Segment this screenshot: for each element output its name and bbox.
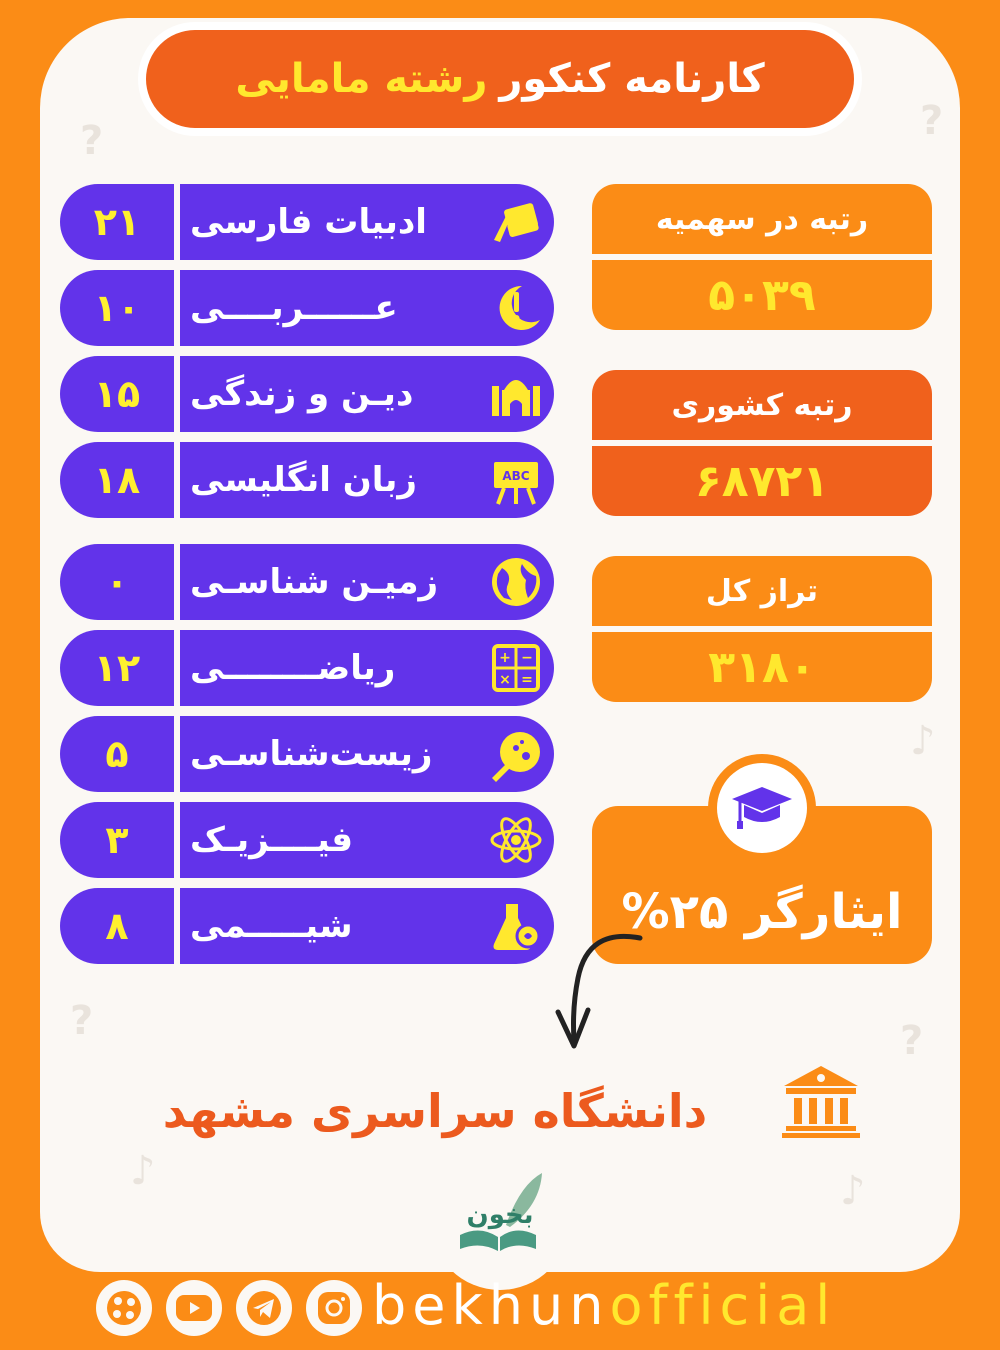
subject-name: عــــــربــــی [190, 288, 398, 328]
university-building-icon [782, 1064, 860, 1138]
doodle-icon: ♪ [130, 1148, 156, 1194]
doodle-icon: ? [70, 998, 94, 1044]
subject-row-physics [60, 802, 554, 878]
subject-row-math [60, 630, 554, 706]
youtube-icon[interactable] [166, 1280, 222, 1336]
subject-name: زبان انگلیسی [190, 460, 417, 500]
doodle-icon: ? [80, 118, 104, 164]
university-name [120, 1076, 750, 1146]
doodle-icon: ♪ [910, 718, 936, 764]
subject-score: ۵ [105, 732, 129, 776]
logo-text: بخون [466, 1200, 534, 1230]
microscope-icon [488, 726, 544, 782]
svg-text:=: = [521, 672, 533, 688]
subject-name: زمیـن شناسـی [190, 562, 439, 602]
brand-white: bekhun [372, 1273, 610, 1337]
row-divider [174, 796, 180, 884]
page-title [146, 30, 854, 128]
subject-row-biology [60, 716, 554, 792]
subject-score: ۳ [105, 818, 129, 862]
rank-label: رتبه در سهمیه [592, 184, 932, 254]
moon-exclamation-icon [488, 280, 544, 336]
subject-row-chemistry [60, 888, 554, 964]
instagram-icon[interactable] [306, 1280, 362, 1336]
rank-value: ۵۰۳۹ [592, 260, 932, 330]
curved-arrow-icon [548, 928, 648, 1058]
subject-row-literature [60, 184, 554, 260]
svg-text:+: + [499, 650, 511, 666]
doodle-icon: ? [920, 98, 944, 144]
row-divider [174, 178, 180, 266]
atom-icon [488, 812, 544, 868]
university-label: دانشگاه سراسری مشهد [162, 1084, 708, 1138]
rank-label: رتبه کشوری [592, 370, 932, 440]
rank-label: تراز کل [592, 556, 932, 626]
subject-row-english [60, 442, 554, 518]
globe-icon [488, 554, 544, 610]
graduation-cap-icon [730, 783, 794, 833]
doodle-icon: ♪ [840, 1168, 866, 1214]
row-divider [174, 264, 180, 352]
subject-row-arabic [60, 270, 554, 346]
subject-score: ۱۵ [93, 372, 141, 416]
subject-name: ریاضــــــــی [190, 648, 396, 688]
row-divider [174, 882, 180, 970]
flask-icon [488, 898, 544, 954]
subject-score: ۸ [105, 904, 129, 948]
book-pen-icon [488, 194, 544, 250]
row-divider [174, 710, 180, 798]
brand-yellow: official [609, 1273, 837, 1337]
aparat-icon[interactable] [96, 1280, 152, 1336]
rank-value: ۶۸۷۲۱ [592, 446, 932, 516]
rank-national-box [592, 370, 932, 516]
calculator-icon [488, 640, 544, 696]
subject-name: شیـــــمی [190, 906, 353, 946]
total-score-box [592, 556, 932, 702]
rank-value: ۳۱۸۰ [592, 632, 932, 702]
book-leaf-logo-icon [450, 1165, 550, 1265]
row-divider [174, 624, 180, 712]
subject-row-geology [60, 544, 554, 620]
row-divider [174, 436, 180, 524]
title-highlight: رشته مامایی [235, 56, 488, 102]
mosque-icon [488, 366, 544, 422]
subject-score: ۱۰ [93, 286, 141, 330]
cap-badge [708, 754, 816, 862]
subject-score: ۱۲ [93, 646, 141, 690]
rank-quota-box [592, 184, 932, 330]
telegram-icon[interactable] [236, 1280, 292, 1336]
svg-text:ABC: ABC [502, 469, 530, 483]
subject-name: ادبیات فارسی [190, 202, 427, 242]
abc-board-icon [488, 452, 544, 508]
subject-score: ۰ [105, 560, 129, 604]
title-main: کارنامه کنکور [499, 56, 765, 102]
subject-name: زیست‌شناسـی [190, 734, 433, 774]
subject-score: ۱۸ [93, 458, 141, 502]
subject-name: فیــــزیـک [190, 820, 353, 860]
row-divider [174, 538, 180, 626]
brand-name[interactable] [372, 1270, 836, 1340]
subject-name: دیـن و زندگی [190, 374, 414, 414]
quota-label: ایثارگر ۲۵% [621, 884, 903, 940]
svg-text:−: − [521, 650, 533, 666]
svg-text:×: × [499, 672, 511, 688]
row-divider [174, 350, 180, 438]
subject-row-religion [60, 356, 554, 432]
subject-score: ۲۱ [93, 200, 141, 244]
doodle-icon: ? [900, 1018, 924, 1064]
